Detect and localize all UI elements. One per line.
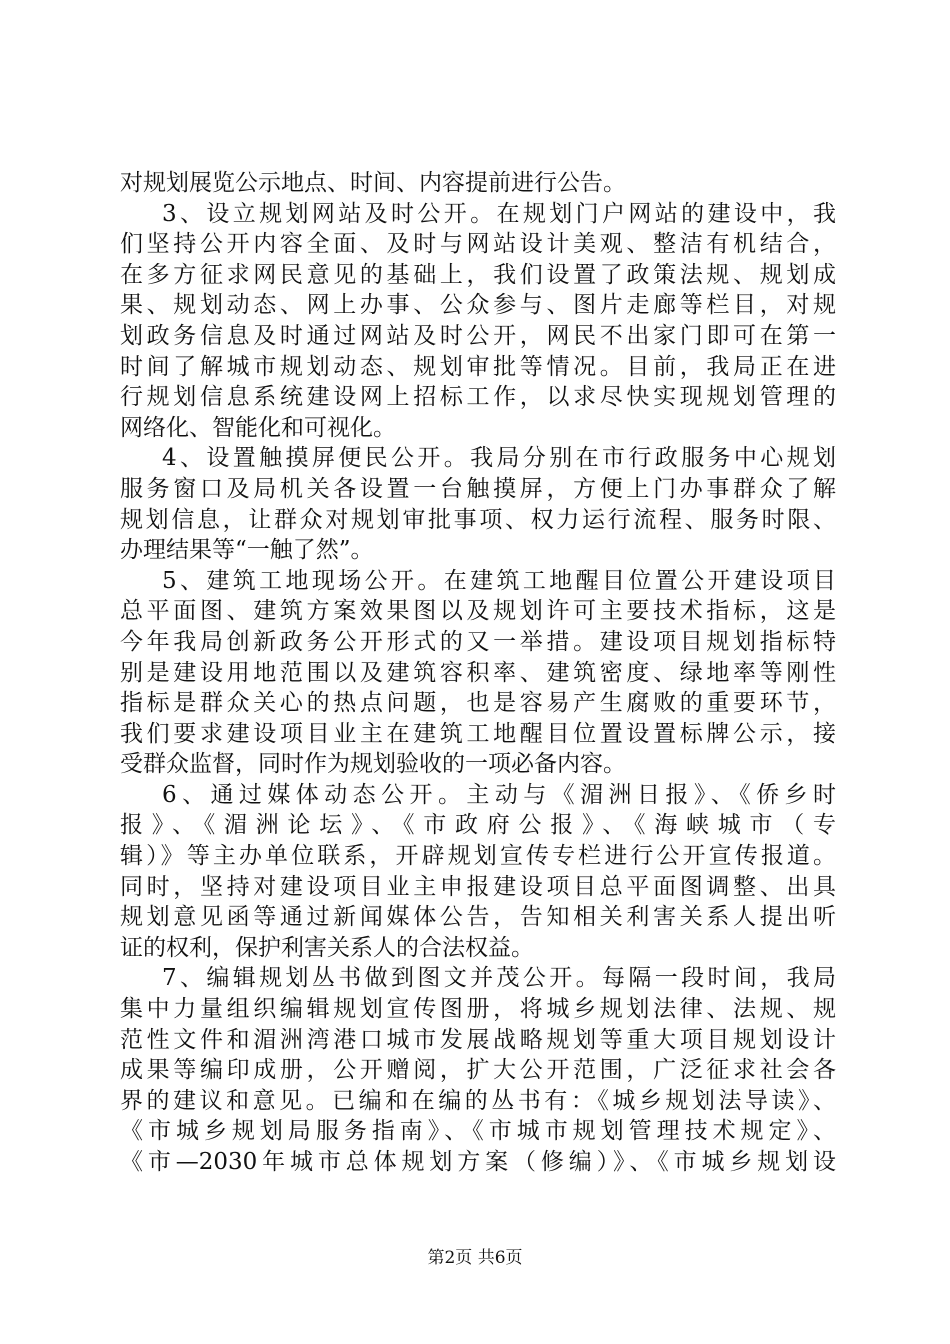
text-line: 服务窗口及局机关各设置一台触摸屏，方便上门办事群众了解 <box>120 475 836 502</box>
text-line: 今年我局创新政务公开形式的又一举措。建设项目规划指标特 <box>120 628 836 655</box>
paragraph-first-line: 3、设立规划网站及时公开。在规划门户网站的建设中，我 <box>162 200 836 227</box>
text-line: 《市城乡规划局服务指南》、《市城市规划管理技术规定》、 <box>120 1118 836 1145</box>
text-line: 网络化、智能化和可视化。 <box>120 414 396 441</box>
text-line: 在多方征求网民意见的基础上，我们设置了政策法规、规划成 <box>120 261 836 288</box>
text-line: 时间了解城市规划动态、规划审批等情况。目前，我局正在进 <box>120 353 836 380</box>
document-body <box>120 168 836 1178</box>
text-line: 同时，坚持对建设项目业主申报建设项目总平面图调整、出具 <box>120 873 836 900</box>
page-footer: 第2页 共6页 <box>427 1248 523 1268</box>
text-line: 总平面图、建筑方案效果图以及规划许可主要技术指标，这是 <box>120 598 836 625</box>
text-line: 证的权利，保护利害关系人的合法权益。 <box>120 934 534 961</box>
text-line: 《市—2030年城市总体规划方案（修编）》、《市城乡规划设 <box>120 1149 836 1175</box>
paragraph-first-line: 7、编辑规划丛书做到图文并茂公开。每隔一段时间，我局 <box>162 965 836 992</box>
text-line: 指标是群众关心的热点问题，也是容易产生腐败的重要环节， <box>120 690 836 717</box>
text-line: 我们要求建设项目业主在建筑工地醒目位置设置标牌公示，接 <box>120 720 836 747</box>
text-line: 办理结果等“一触了然”。 <box>120 537 374 564</box>
text-line: 集中力量组织编辑规划宣传图册，将城乡规划法律、法规、规 <box>120 996 836 1023</box>
text-line: 对规划展览公示地点、时间、内容提前进行公告。 <box>120 170 626 196</box>
paragraph-first-line: 4、设置触摸屏便民公开。我局分别在市行政服务中心规划 <box>162 445 836 472</box>
text-line: 范性文件和湄洲湾港口城市发展战略规划等重大项目规划设计 <box>120 1026 836 1053</box>
text-line: 受群众监督，同时作为规划验收的一项必备内容。 <box>120 751 626 778</box>
text-line: 们坚持公开内容全面、及时与网站设计美观、整洁有机结合， <box>120 231 836 258</box>
text-line: 规划信息，让群众对规划审批事项、权力运行流程、服务时限、 <box>120 506 836 533</box>
paragraph-first-line: 5、建筑工地现场公开。在建筑工地醒目位置公开建设项目 <box>162 567 836 594</box>
text-line: 报》、《湄洲论坛》、《市政府公报》、《海峡城市（专 <box>120 812 836 839</box>
text-line: 成果等编印成册，公开赠阅，扩大公开范围，广泛征求社会各 <box>120 1057 836 1084</box>
text-line: 界的建议和意见。已编和在编的丛书有：《城乡规划法导读》、 <box>120 1087 836 1114</box>
text-line: 行规划信息系统建设网上招标工作，以求尽快实现规划管理的 <box>120 384 836 411</box>
text-line: 规划意见函等通过新闻媒体公告，告知相关利害关系人提出听 <box>120 904 836 931</box>
text-line: 划政务信息及时通过网站及时公开，网民不出家门即可在第一 <box>120 322 836 349</box>
text-line: 辑）》等主办单位联系，开辟规划宣传专栏进行公开宣传报道。 <box>120 843 836 870</box>
text-line: 别是建设用地范围以及建筑容积率、建筑密度、绿地率等刚性 <box>120 659 836 686</box>
text-line: 果、规划动态、网上办事、公众参与、图片走廊等栏目，对规 <box>120 292 836 319</box>
paragraph-first-line: 6、通过媒体动态公开。主动与《湄洲日报》、《侨乡时 <box>162 781 836 808</box>
